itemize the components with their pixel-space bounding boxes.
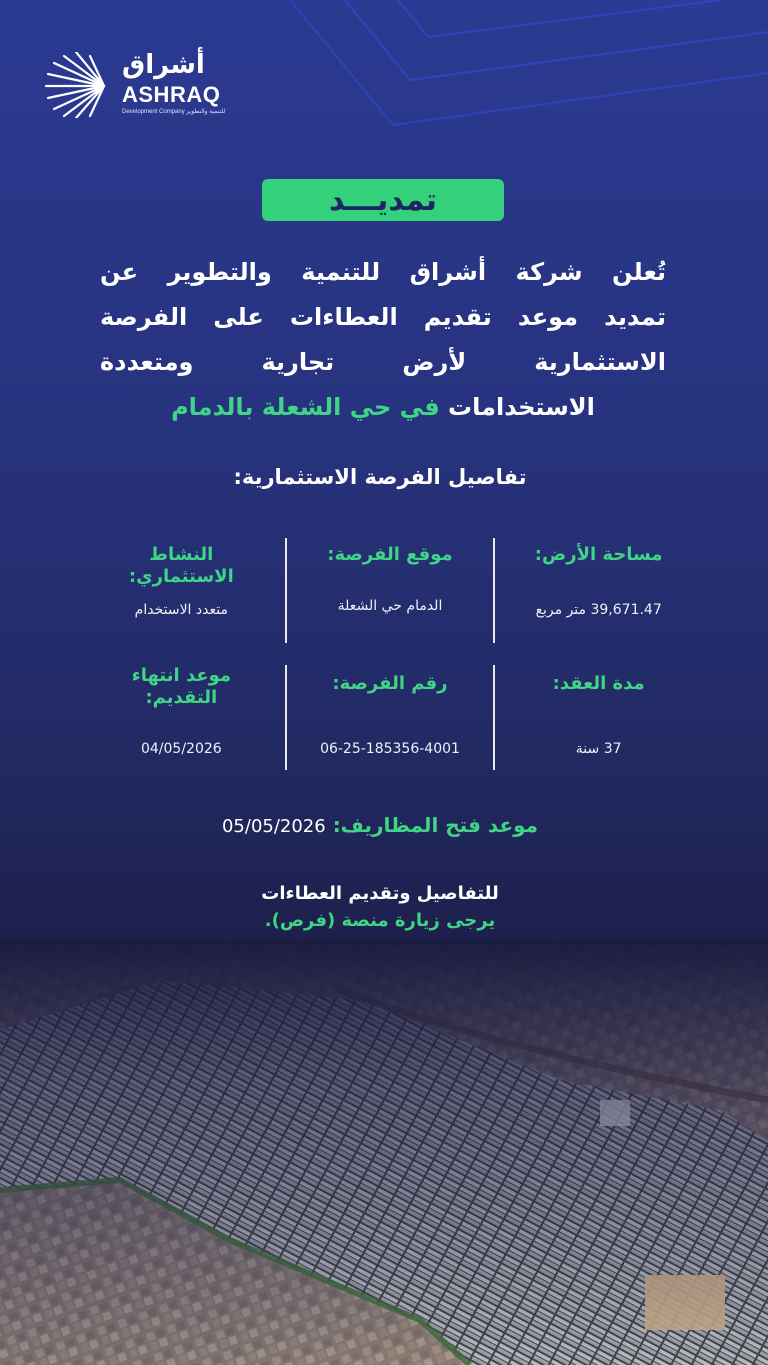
cta-line-1: للتفاصيل وتقديم العطاءات — [261, 883, 499, 904]
announcement-line-2: تمديد موعد تقديم العطاءات على الفرصة — [100, 303, 666, 331]
brand-subtitle-ar: للتنمية والتطوير — [186, 109, 226, 115]
detail-value: 37 سنة — [575, 741, 622, 757]
detail-submission-deadline — [80, 665, 283, 770]
announcement-line-4 — [100, 385, 666, 430]
column-divider — [493, 665, 495, 770]
detail-opportunity-number — [289, 665, 492, 770]
cta-line-2: يرجى زيارة منصة (فرص). — [264, 910, 496, 931]
extension-badge: تمديـــد — [262, 179, 504, 221]
announcement-location-highlight: في حي الشعلة بالدمام — [171, 393, 440, 421]
column-divider — [285, 665, 287, 770]
detail-label: مساحة الأرض: — [534, 544, 663, 565]
detail-value: 06-25-185356-4001 — [320, 741, 460, 757]
brand-name-english: ASHRAQ — [122, 82, 221, 107]
detail-label: موعد انتهاء التقديم: — [131, 665, 232, 708]
detail-investment-activity — [80, 538, 283, 643]
detail-label: النشاط الاستثماري: — [128, 544, 234, 587]
detail-value: متعدد الاستخدام — [134, 602, 228, 618]
envelope-opening-label: موعد فتح المظاريف: — [332, 813, 539, 837]
announcement-line-3: الاستثمارية لأرض تجارية ومتعددة — [100, 348, 666, 376]
detail-land-area — [497, 538, 700, 643]
sunburst-rays-logo-icon — [42, 52, 108, 118]
aerial-photo-illustration — [0, 940, 768, 1365]
announcement-line-4-white: الاستخدامات — [448, 393, 595, 421]
detail-label: موقع الفرصة: — [327, 544, 453, 565]
brand-name-arabic: أشراق — [122, 50, 205, 80]
call-to-action — [180, 880, 580, 934]
brand-subtitle — [122, 108, 225, 115]
details-row-2 — [80, 665, 700, 770]
detail-value: 04/05/2026 — [140, 741, 222, 757]
ashraq-logo — [42, 52, 242, 122]
detail-contract-duration — [497, 665, 700, 770]
details-row-1 — [80, 538, 700, 643]
detail-label: مدة العقد: — [552, 673, 645, 694]
envelope-opening-value: 05/05/2026 — [221, 816, 326, 837]
announcement-line-1: تُعلن شركة أشراق للتنمية والتطوير عن — [100, 258, 666, 286]
detail-value: 39,671.47 متر مربع — [535, 602, 662, 618]
detail-label: رقم الفرصة: — [332, 673, 448, 694]
column-divider — [285, 538, 287, 643]
details-section-title: تفاصيل الفرصة الاستثمارية: — [233, 465, 527, 489]
announcement-text — [100, 250, 666, 430]
brand-subtitle-en: Development Company — [122, 109, 185, 115]
aerial-development-photo — [0, 940, 768, 1365]
detail-value: الدمام حي الشعلة — [337, 598, 443, 614]
detail-location — [289, 538, 492, 643]
envelope-opening-date — [180, 813, 580, 837]
column-divider — [493, 538, 495, 643]
